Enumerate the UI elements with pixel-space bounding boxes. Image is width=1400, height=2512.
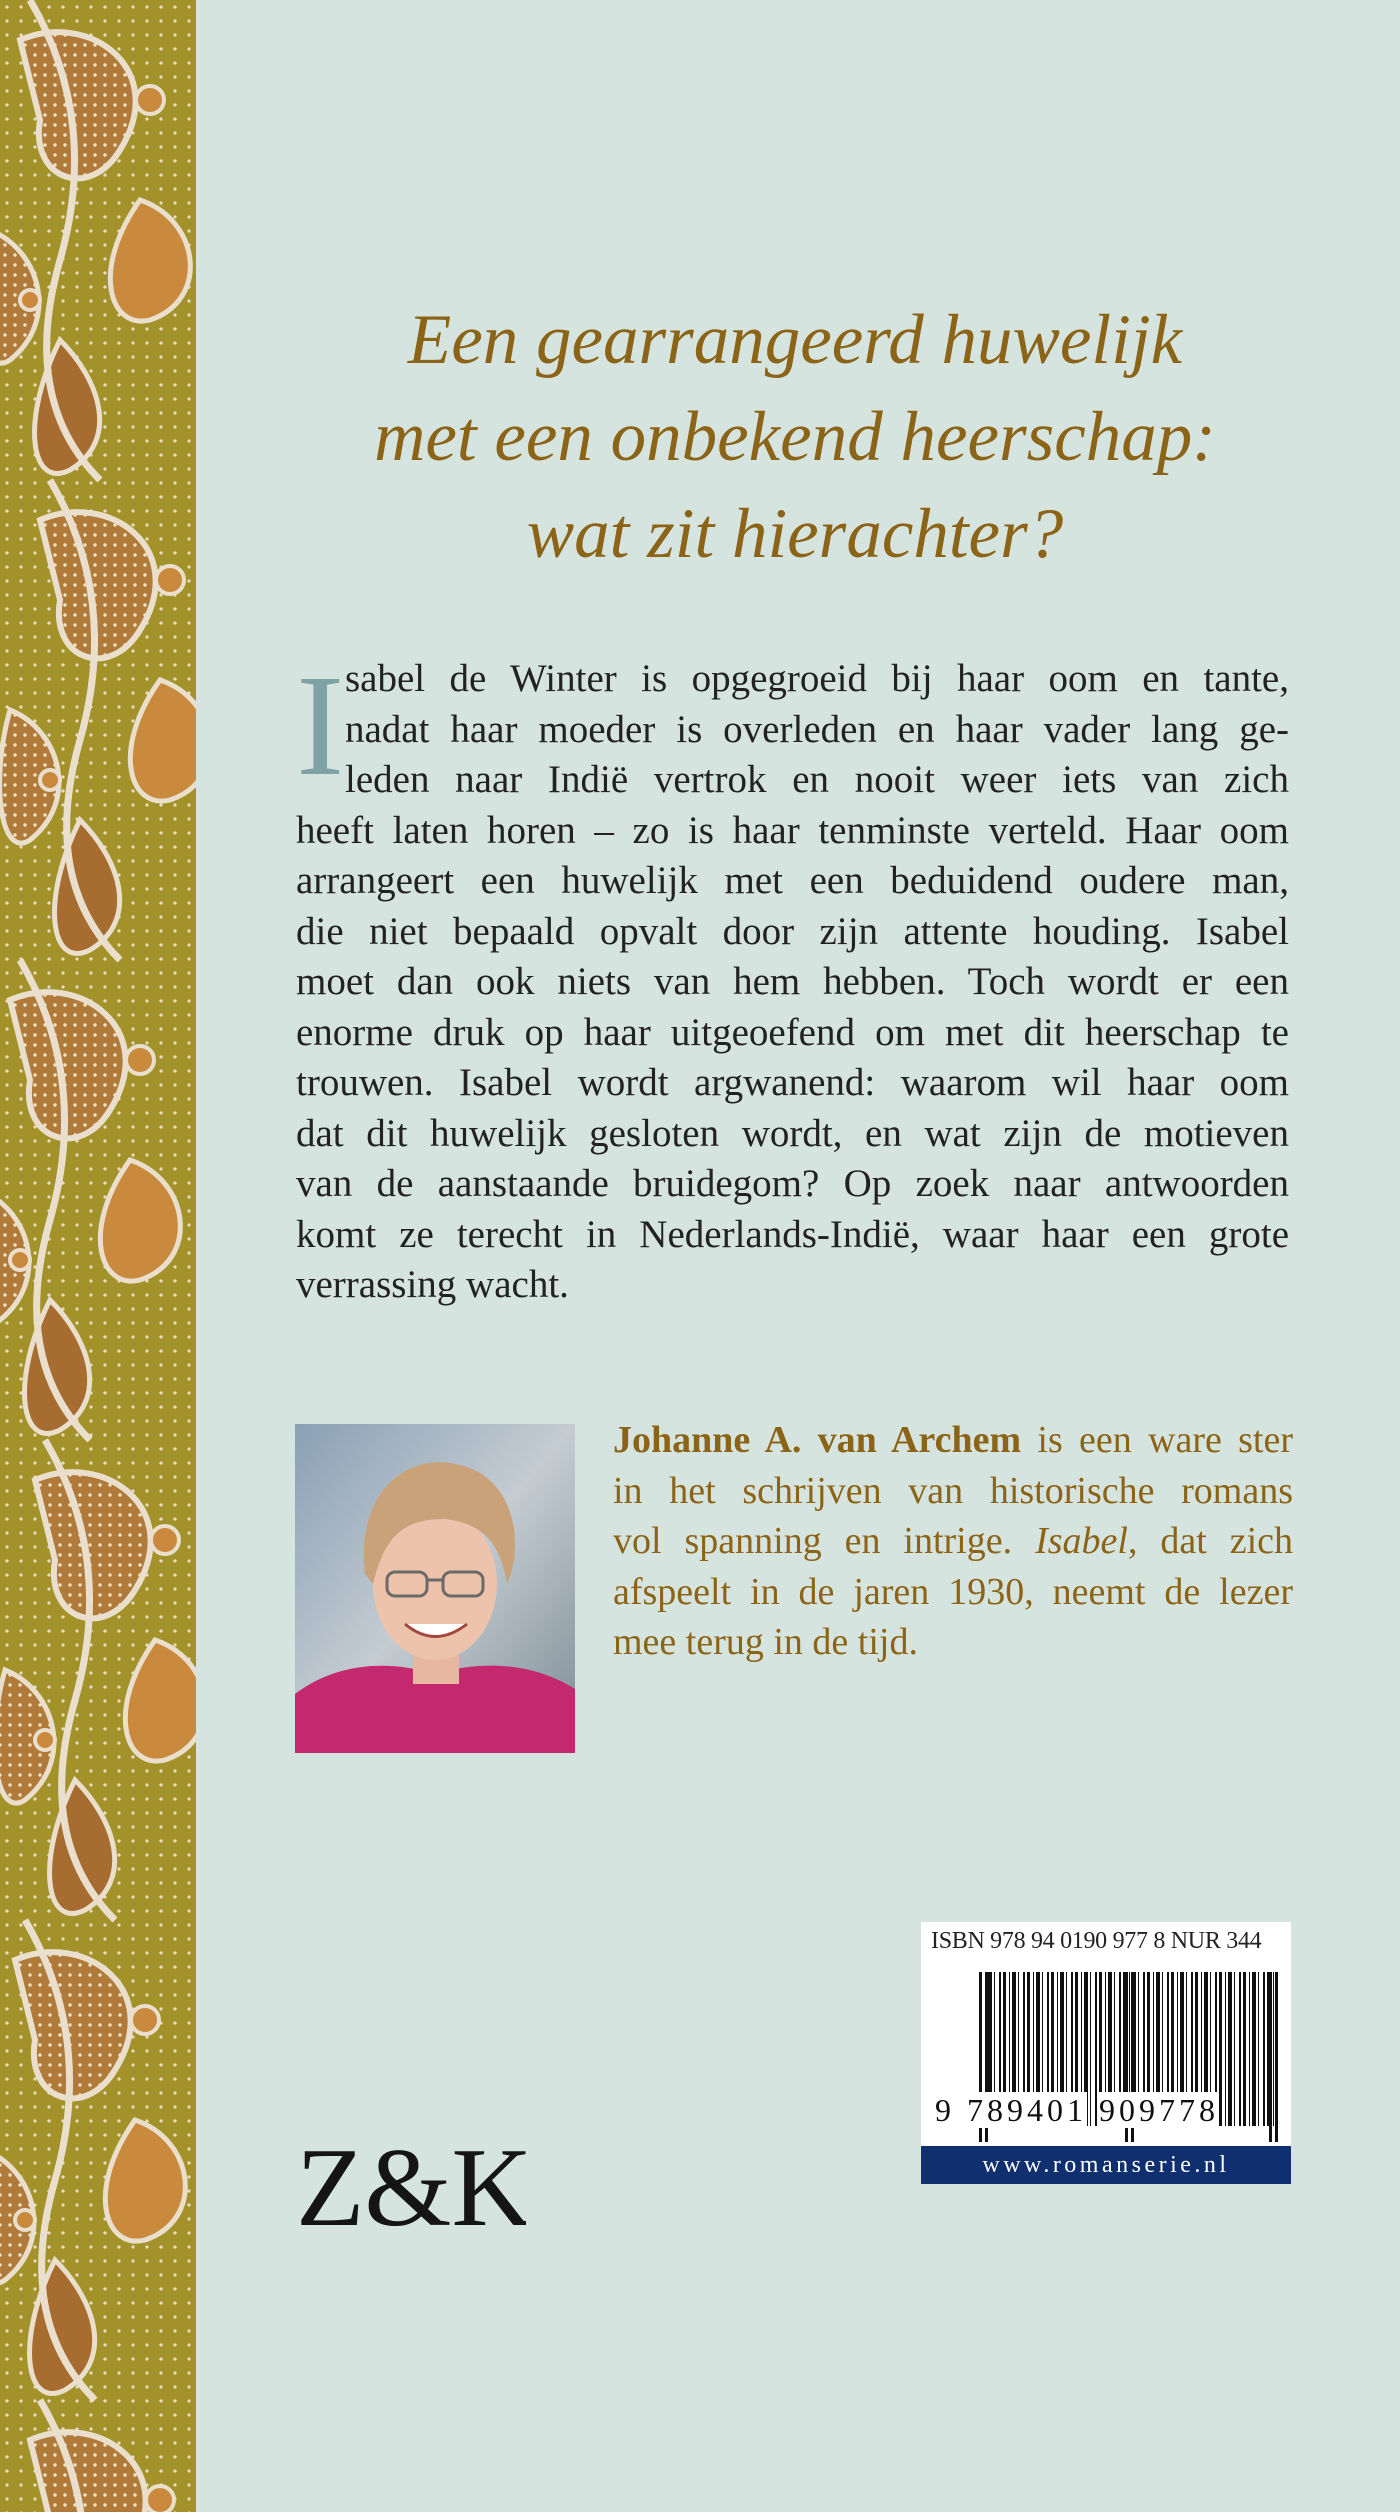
book-title-italic: Isabel xyxy=(1035,1520,1128,1562)
barcode-box xyxy=(921,1922,1291,2184)
tagline xyxy=(300,292,1290,583)
blurb-line: komt ze terecht in Nederlands-Indië, waar haar een grote xyxy=(296,1212,1289,1256)
blurb-line: verrassing wacht. xyxy=(296,1263,569,1306)
blurb-line: arrangeert een huwelijk met een beduidend oudere man, xyxy=(296,859,1289,902)
barcode-guard xyxy=(1275,1972,1278,2142)
author-bio-line: in het schrijven van historische romans xyxy=(613,1469,1293,1512)
blurb-line: sabel de Winter is opgegroeid bij haar oom en tante, xyxy=(345,657,1289,700)
blurb-line: trouwen. Isabel wordt argwanend: waarom wil haar oom xyxy=(296,1061,1289,1104)
drop-cap: I xyxy=(296,646,345,806)
author-name: Johanne A. van Archem xyxy=(613,1419,1022,1461)
author-bio xyxy=(613,1415,1293,1668)
author-photo xyxy=(295,1424,575,1753)
batik-pattern-spine xyxy=(0,0,196,2512)
blurb-line: die niet bepaald opvalt door zijn attente houding. Isabel xyxy=(296,909,1289,953)
website-url: www.romanserie.nl xyxy=(921,2146,1291,2184)
author-bio-text: vol spanning en intrige. xyxy=(613,1520,1013,1562)
author-bio-text: , dat zich xyxy=(1127,1520,1294,1562)
isbn-text: ISBN 978 94 0190 977 8 NUR 344 xyxy=(931,1928,1262,1954)
tagline-line-3: wat zit hierachter? xyxy=(526,495,1064,573)
blurb-line: moet dan ook niets van hem hebben. Toch wordt er een xyxy=(296,960,1289,1003)
author-bio-line: afspeelt in de jaren 1930, neemt de lezer xyxy=(613,1570,1293,1613)
publisher-logo xyxy=(296,2120,526,2260)
barcode-digits: 9 789401 909778 xyxy=(935,2092,1219,2128)
blurb-line: leden naar Indië vertrok en nooit weer iets van zich xyxy=(345,758,1289,801)
blurb-line: enorme druk op haar uitgeoefend om met dit heerschap te xyxy=(296,1010,1289,1054)
barcode-guard xyxy=(1269,1972,1272,2142)
blurb-line: van de aanstaande bruidegom? Op zoek naar antwoorden xyxy=(296,1162,1289,1205)
author-bio-line: mee terug in de tijd. xyxy=(613,1621,918,1663)
blurb-line: heeft laten horen – zo is haar tenminste verteld. Haar oom xyxy=(296,808,1289,852)
tagline-line-2: met een onbekend heerschap: xyxy=(374,398,1216,476)
author-bio-text: is een ware ster xyxy=(1021,1419,1293,1461)
tagline-line-1: Een gearrangeerd huwelijk xyxy=(407,301,1183,379)
publisher-logo-text: Z&K xyxy=(296,2126,526,2250)
blurb-line: nadat haar moeder is overleden en haar vader lang ge- xyxy=(345,707,1289,751)
blurb-line: dat dit huwelijk gesloten wordt, en wat zijn de motieven xyxy=(296,1111,1289,1155)
blurb xyxy=(296,646,1289,1311)
